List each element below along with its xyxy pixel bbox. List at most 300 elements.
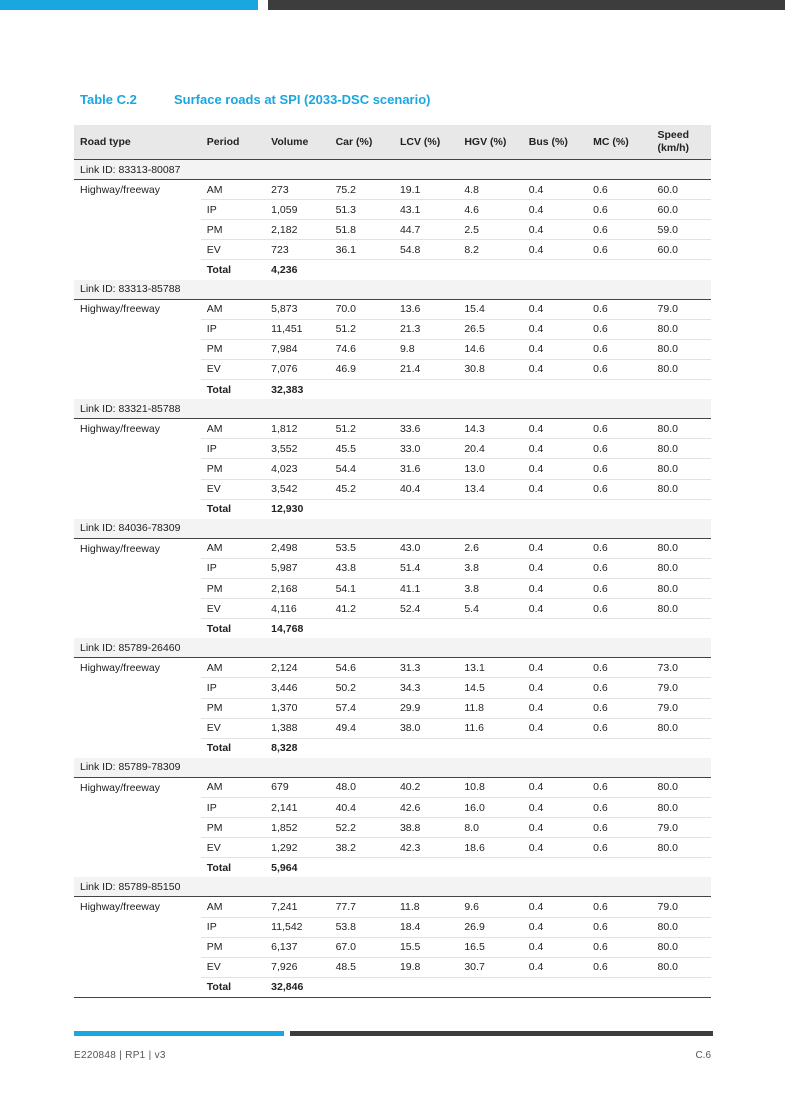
- table-cell: 0.6: [587, 578, 651, 598]
- table-cell: 80.0: [652, 419, 711, 439]
- table-cell: 57.4: [330, 698, 394, 718]
- table-cell: 80.0: [652, 937, 711, 957]
- table-cell: 3.8: [458, 558, 522, 578]
- table-cell: [458, 499, 522, 519]
- top-dark-bar: [268, 0, 785, 10]
- table-cell: 0.4: [523, 578, 587, 598]
- table-cell: [458, 738, 522, 758]
- table-cell: 43.8: [330, 558, 394, 578]
- table-cell: [523, 977, 587, 997]
- total-label: Total: [206, 383, 232, 396]
- total-row: [74, 380, 711, 400]
- table-cell: 15.4: [458, 299, 522, 319]
- table-cell: 40.2: [394, 777, 458, 797]
- table-cell: 0.6: [587, 777, 651, 797]
- column-header: LCV (%): [394, 125, 458, 160]
- link-id-label: Link ID: 85789-78309: [74, 758, 711, 778]
- table-cell: 60.0: [652, 240, 711, 260]
- table-cell: 80.0: [652, 538, 711, 558]
- table-cell: 1,812: [265, 419, 329, 439]
- road-type-cell: [74, 319, 201, 339]
- table-cell: 11,451: [265, 319, 329, 339]
- table-cell: 0.4: [523, 220, 587, 240]
- table-cell: 15.5: [394, 937, 458, 957]
- table-cell: 51.4: [394, 558, 458, 578]
- total-label: Total: [206, 264, 232, 277]
- road-type-cell: [74, 220, 201, 240]
- table-cell: [330, 977, 394, 997]
- road-type-cell: [74, 359, 201, 379]
- table-cell: [330, 858, 394, 878]
- table-cell: [330, 380, 394, 400]
- table-cell: 79.0: [652, 818, 711, 838]
- table-cell: 7,076: [265, 359, 329, 379]
- road-type-cell: [74, 678, 201, 698]
- road-type-cell: [74, 380, 201, 400]
- table-number: Table C.2: [80, 92, 137, 107]
- table-cell: 0.4: [523, 419, 587, 439]
- table-cell: 50.2: [330, 678, 394, 698]
- table-cell: 0.4: [523, 339, 587, 359]
- table-cell: [458, 380, 522, 400]
- table-cell: [523, 738, 587, 758]
- table-cell: IP: [201, 798, 265, 818]
- table-cell: 79.0: [652, 678, 711, 698]
- total-row: [74, 260, 711, 280]
- table-cell: 53.5: [330, 538, 394, 558]
- table-cell: [394, 260, 458, 280]
- table-row: [74, 359, 711, 379]
- table-cell: 0.6: [587, 459, 651, 479]
- table-cell: 0.6: [587, 558, 651, 578]
- table-row: [74, 698, 711, 718]
- table-cell: 0.6: [587, 897, 651, 917]
- table-row: [74, 578, 711, 598]
- table-cell: [652, 380, 711, 400]
- table-cell: [394, 380, 458, 400]
- table-cell: 21.3: [394, 319, 458, 339]
- link-id-label: Link ID: 83313-80087: [74, 160, 711, 180]
- road-type-cell: [74, 439, 201, 459]
- table-cell: 7,926: [265, 957, 329, 977]
- total-row: [74, 977, 711, 997]
- column-header: Speed (km/h): [652, 125, 711, 160]
- table-cell: 5,987: [265, 558, 329, 578]
- table-cell: 13.1: [458, 658, 522, 678]
- total-value: 32,383: [271, 383, 304, 396]
- table-cell: 2.5: [458, 220, 522, 240]
- table-cell: 0.4: [523, 299, 587, 319]
- road-type-cell: Highway/freeway: [80, 781, 160, 794]
- table-cell: 44.7: [394, 220, 458, 240]
- table-cell: PM: [201, 698, 265, 718]
- table-cell: 52.2: [330, 818, 394, 838]
- table-cell: 60.0: [652, 180, 711, 200]
- road-type-cell: [74, 858, 201, 878]
- table-cell: 31.6: [394, 459, 458, 479]
- table-cell: [652, 858, 711, 878]
- road-type-cell: Highway/freeway: [80, 901, 160, 914]
- table-cell: 0.6: [587, 220, 651, 240]
- table-cell: [587, 380, 651, 400]
- table-cell: 5.4: [458, 599, 522, 619]
- bottom-dark-bar: [290, 1031, 713, 1036]
- total-value: 12,930: [271, 503, 304, 516]
- table-cell: 36.1: [330, 240, 394, 260]
- road-type-cell: [74, 738, 201, 758]
- table-cell: 2.6: [458, 538, 522, 558]
- road-type-cell: Highway/freeway: [80, 423, 160, 436]
- table-cell: 0.6: [587, 698, 651, 718]
- total-label: Total: [206, 622, 232, 635]
- table-cell: 18.4: [394, 917, 458, 937]
- road-type-cell: [74, 838, 201, 858]
- road-type-cell: [74, 937, 201, 957]
- table-row: [74, 419, 711, 439]
- road-type-cell: [74, 578, 201, 598]
- table-cell: 38.0: [394, 718, 458, 738]
- road-type-cell: Highway/freeway: [80, 542, 160, 555]
- table-cell: 42.6: [394, 798, 458, 818]
- table-cell: 51.8: [330, 220, 394, 240]
- table-cell: 0.4: [523, 718, 587, 738]
- road-type-cell: [74, 619, 201, 639]
- table-cell: 1,059: [265, 200, 329, 220]
- column-header: Road type: [74, 125, 201, 160]
- table-cell: 0.6: [587, 818, 651, 838]
- table-cell: 11.6: [458, 718, 522, 738]
- link-id-label: Link ID: 84036-78309: [74, 519, 711, 539]
- table-row: [74, 220, 711, 240]
- column-header: Bus (%): [523, 125, 587, 160]
- table-cell: 26.9: [458, 917, 522, 937]
- table-cell: 80.0: [652, 479, 711, 499]
- table-cell: 0.4: [523, 439, 587, 459]
- table-cell: 1,292: [265, 838, 329, 858]
- footer-doc-ref: E220848 | RP1 | v3: [74, 1050, 166, 1061]
- table-row: [74, 479, 711, 499]
- table-cell: 21.4: [394, 359, 458, 379]
- road-type-cell: [74, 479, 201, 499]
- table-cell: [523, 858, 587, 878]
- table-cell: AM: [201, 538, 265, 558]
- table-row: [74, 439, 711, 459]
- table-cell: [458, 260, 522, 280]
- table-cell: 74.6: [330, 339, 394, 359]
- table-cell: 11.8: [394, 897, 458, 917]
- table-cell: 0.6: [587, 319, 651, 339]
- table-cell: 0.6: [587, 917, 651, 937]
- table-cell: 43.0: [394, 538, 458, 558]
- table-cell: [394, 499, 458, 519]
- table-cell: [652, 977, 711, 997]
- table-cell: IP: [201, 439, 265, 459]
- table-cell: 80.0: [652, 917, 711, 937]
- table-row: [74, 937, 711, 957]
- bottom-accent-bar: [74, 1031, 284, 1036]
- table-cell: 7,241: [265, 897, 329, 917]
- total-label: Total: [206, 742, 232, 755]
- table-cell: 53.8: [330, 917, 394, 937]
- table-cell: [587, 260, 651, 280]
- table-cell: AM: [201, 299, 265, 319]
- table-cell: [523, 260, 587, 280]
- total-row: [74, 499, 711, 519]
- table-cell: 0.4: [523, 200, 587, 220]
- table-cell: 75.2: [330, 180, 394, 200]
- table-cell: [523, 619, 587, 639]
- table-cell: 80.0: [652, 439, 711, 459]
- total-value: 5,964: [271, 861, 298, 874]
- table-row: [74, 957, 711, 977]
- table-cell: 79.0: [652, 299, 711, 319]
- table-cell: 14.5: [458, 678, 522, 698]
- column-header: Car (%): [330, 125, 394, 160]
- table-row: [74, 777, 711, 797]
- table-cell: 273: [265, 180, 329, 200]
- table-cell: 0.6: [587, 678, 651, 698]
- table-cell: 45.2: [330, 479, 394, 499]
- table-cell: 0.4: [523, 359, 587, 379]
- table-cell: 0.6: [587, 599, 651, 619]
- road-type-cell: [74, 499, 201, 519]
- table-cell: [523, 499, 587, 519]
- table-cell: PM: [201, 578, 265, 598]
- column-header: MC (%): [587, 125, 651, 160]
- table-row: [74, 917, 711, 937]
- column-header: Volume: [265, 125, 329, 160]
- table-cell: AM: [201, 180, 265, 200]
- table-row: [74, 798, 711, 818]
- table-cell: [330, 499, 394, 519]
- table-cell: 13.4: [458, 479, 522, 499]
- total-label: Total: [206, 861, 232, 874]
- table-cell: [394, 738, 458, 758]
- table-cell: AM: [201, 897, 265, 917]
- table-caption: [80, 92, 431, 107]
- table-cell: [523, 380, 587, 400]
- table-cell: [587, 858, 651, 878]
- table-cell: 16.5: [458, 937, 522, 957]
- table-cell: 0.4: [523, 558, 587, 578]
- table-cell: 54.4: [330, 459, 394, 479]
- table-cell: 11.8: [458, 698, 522, 718]
- table-cell: [330, 260, 394, 280]
- table-cell: EV: [201, 599, 265, 619]
- table-cell: 80.0: [652, 957, 711, 977]
- table-cell: 4.6: [458, 200, 522, 220]
- link-id-row: [74, 399, 711, 419]
- table-cell: 80.0: [652, 599, 711, 619]
- road-type-cell: Highway/freeway: [80, 303, 160, 316]
- table-cell: 60.0: [652, 200, 711, 220]
- table-cell: 13.6: [394, 299, 458, 319]
- table-cell: IP: [201, 200, 265, 220]
- table-cell: 0.4: [523, 957, 587, 977]
- road-type-cell: [74, 798, 201, 818]
- link-id-row: [74, 638, 711, 658]
- table-cell: [330, 619, 394, 639]
- table-cell: 11,542: [265, 917, 329, 937]
- road-type-cell: [74, 818, 201, 838]
- table-cell: 0.4: [523, 538, 587, 558]
- table-cell: 79.0: [652, 698, 711, 718]
- table-cell: 79.0: [652, 897, 711, 917]
- column-header: HGV (%): [458, 125, 522, 160]
- table-cell: 0.6: [587, 240, 651, 260]
- total-label: Total: [206, 503, 232, 516]
- total-row: [74, 858, 711, 878]
- total-value: 14,768: [271, 622, 304, 635]
- table-cell: PM: [201, 937, 265, 957]
- table-cell: 2,141: [265, 798, 329, 818]
- table-cell: [458, 977, 522, 997]
- table-cell: 0.6: [587, 658, 651, 678]
- table-row: [74, 180, 711, 200]
- table-row: [74, 599, 711, 619]
- table-cell: EV: [201, 838, 265, 858]
- table-cell: 40.4: [330, 798, 394, 818]
- link-id-row: [74, 758, 711, 778]
- footer-page-number: C.6: [695, 1050, 711, 1061]
- table-row: [74, 818, 711, 838]
- table-cell: 14.3: [458, 419, 522, 439]
- table-cell: 1,370: [265, 698, 329, 718]
- table-row: [74, 319, 711, 339]
- table-cell: PM: [201, 459, 265, 479]
- table-cell: EV: [201, 240, 265, 260]
- road-type-cell: [74, 957, 201, 977]
- table-cell: 2,498: [265, 538, 329, 558]
- road-type-cell: [74, 200, 201, 220]
- table-cell: [458, 858, 522, 878]
- table-cell: IP: [201, 678, 265, 698]
- table-row: [74, 718, 711, 738]
- table-cell: 41.2: [330, 599, 394, 619]
- table-cell: 59.0: [652, 220, 711, 240]
- column-header: Period: [201, 125, 265, 160]
- table-cell: 54.8: [394, 240, 458, 260]
- table-cell: 38.8: [394, 818, 458, 838]
- table-cell: AM: [201, 419, 265, 439]
- table-cell: [394, 858, 458, 878]
- table-cell: 6,137: [265, 937, 329, 957]
- table-cell: 52.4: [394, 599, 458, 619]
- link-id-row: [74, 160, 711, 180]
- road-type-cell: [74, 599, 201, 619]
- table-cell: [394, 977, 458, 997]
- table-cell: 0.6: [587, 339, 651, 359]
- table-cell: 8.2: [458, 240, 522, 260]
- table-cell: 30.8: [458, 359, 522, 379]
- table-cell: [587, 619, 651, 639]
- table-cell: 0.4: [523, 937, 587, 957]
- road-type-cell: [74, 718, 201, 738]
- table-cell: 80.0: [652, 718, 711, 738]
- table-cell: 80.0: [652, 459, 711, 479]
- table-cell: 49.4: [330, 718, 394, 738]
- table-cell: 0.6: [587, 718, 651, 738]
- table-cell: [652, 499, 711, 519]
- road-type-cell: [74, 917, 201, 937]
- table-cell: [652, 738, 711, 758]
- table-cell: 0.6: [587, 838, 651, 858]
- table-cell: 70.0: [330, 299, 394, 319]
- total-value: 4,236: [271, 264, 298, 277]
- table-cell: 0.4: [523, 479, 587, 499]
- total-value: 32,846: [265, 977, 329, 997]
- table-cell: [587, 738, 651, 758]
- table-cell: 4,023: [265, 459, 329, 479]
- table-cell: 0.6: [587, 538, 651, 558]
- table-cell: 51.3: [330, 200, 394, 220]
- table-cell: 8.0: [458, 818, 522, 838]
- table-cell: IP: [201, 558, 265, 578]
- table-cell: 41.1: [394, 578, 458, 598]
- table-cell: 0.4: [523, 838, 587, 858]
- table-cell: 0.6: [587, 419, 651, 439]
- link-id-label: Link ID: 85789-26460: [74, 638, 711, 658]
- table-cell: PM: [201, 818, 265, 838]
- table-cell: 9.6: [458, 897, 522, 917]
- table-cell: 80.0: [652, 798, 711, 818]
- table-row: [74, 897, 711, 917]
- table-row: [74, 240, 711, 260]
- link-id-label: Link ID: 83321-85788: [74, 399, 711, 419]
- road-type-cell: Highway/freeway: [80, 183, 160, 196]
- road-type-cell: [74, 339, 201, 359]
- total-value: 8,328: [271, 742, 298, 755]
- table-cell: 80.0: [652, 558, 711, 578]
- table-cell: 38.2: [330, 838, 394, 858]
- table-cell: 0.4: [523, 180, 587, 200]
- table-cell: 40.4: [394, 479, 458, 499]
- total-row: [74, 738, 711, 758]
- table-cell: [587, 499, 651, 519]
- table-cell: 19.1: [394, 180, 458, 200]
- road-type-cell: [74, 240, 201, 260]
- table-cell: 54.6: [330, 658, 394, 678]
- table-cell: 73.0: [652, 658, 711, 678]
- table-cell: [330, 738, 394, 758]
- table-cell: 0.6: [587, 299, 651, 319]
- table-cell: 0.4: [523, 917, 587, 937]
- table-cell: 0.4: [523, 459, 587, 479]
- table-cell: PM: [201, 339, 265, 359]
- link-id-row: [74, 877, 711, 897]
- table-cell: 5,873: [265, 299, 329, 319]
- table-cell: 77.7: [330, 897, 394, 917]
- table-cell: 0.6: [587, 200, 651, 220]
- table-cell: 80.0: [652, 578, 711, 598]
- table-cell: 51.2: [330, 319, 394, 339]
- table-row: [74, 538, 711, 558]
- link-id-label: Link ID: 85789-85150: [74, 877, 711, 897]
- table-cell: IP: [201, 319, 265, 339]
- table-cell: 43.1: [394, 200, 458, 220]
- table-cell: 0.4: [523, 240, 587, 260]
- table-cell: 29.9: [394, 698, 458, 718]
- traffic-table: [74, 125, 711, 998]
- table-cell: 80.0: [652, 777, 711, 797]
- table-cell: 33.6: [394, 419, 458, 439]
- table-cell: 2,168: [265, 578, 329, 598]
- table-cell: 4.8: [458, 180, 522, 200]
- table-cell: [652, 619, 711, 639]
- table-cell: 1,852: [265, 818, 329, 838]
- table-cell: 0.4: [523, 818, 587, 838]
- table-cell: 0.6: [587, 359, 651, 379]
